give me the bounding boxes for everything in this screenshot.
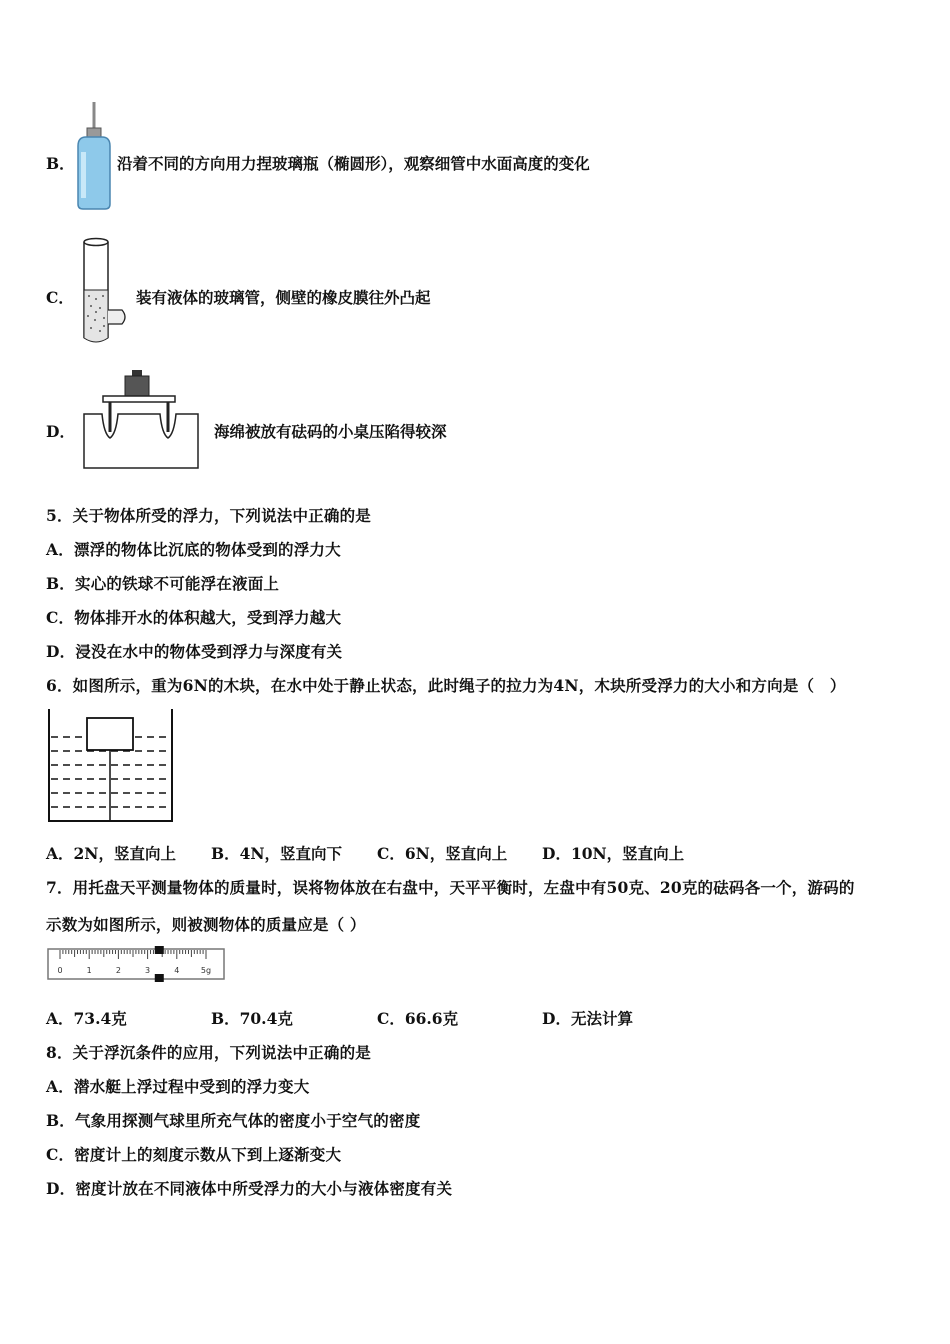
glass-tube-membrane-figure: [74, 236, 134, 348]
q4-option-d-letter: D．: [46, 422, 75, 441]
q8-option-a: A．潜水艇上浮过程中受到的浮力变大: [46, 1077, 310, 1096]
ruler-label: 4: [174, 966, 180, 975]
q6-option-d: D．10N，竖直向上: [542, 844, 685, 863]
ruler-label: 5g: [200, 966, 212, 975]
ruler-label: 3: [145, 966, 151, 975]
ruler-label: 0: [57, 966, 63, 975]
q6-option-b: B．4N，竖直向下: [211, 844, 343, 863]
q5-stem: 5．关于物体所受的浮力，下列说法中正确的是: [46, 506, 371, 525]
q4-option-c-letter: C．: [46, 288, 74, 307]
q5-option-b: B．实心的铁球不可能浮在液面上: [46, 574, 280, 593]
q6-option-a: A．2N，竖直向上: [46, 844, 176, 863]
q7-stem-line1: 7．用托盘天平测量物体的质量时，误将物体放在右盘中，天平平衡时，左盘中有50克、20克的砝码各一个，游码的: [46, 878, 855, 897]
squeeze-bottle-figure: [72, 100, 116, 212]
sponge-table-figure: [82, 368, 204, 472]
q7-option-a: A．73.4克: [46, 1009, 127, 1028]
q4-option-d-text: 海绵被放有砝码的小桌压陷得较深: [214, 422, 447, 441]
q4-option-b-text: 沿着不同的方向用力捏玻璃瓶（椭圆形），观察细管中水面高度的变化: [117, 154, 590, 173]
q7-stem-line2: 示数为如图所示，则被测物体的质量应是（ ）: [46, 915, 366, 934]
q7-option-b: B．70.4克: [211, 1009, 293, 1028]
ruler-label: 1: [86, 966, 92, 975]
q5-option-a: A．漂浮的物体比沉底的物体受到的浮力大: [46, 540, 341, 559]
q8-option-b: B．气象用探测气球里所充气体的密度小于空气的密度: [46, 1111, 421, 1130]
q8-option-c: C．密度计上的刻度示数从下到上逐渐变大: [46, 1145, 342, 1164]
balance-rider-ruler-figure: [46, 943, 228, 985]
q6-stem: 6．如图所示，重为6N的木块，在水中处于静止状态，此时绳子的拉力为4N，木块所受浮力的大小和方向是（ ）: [46, 676, 846, 695]
q8-option-d: D．密度计放在不同液体中所受浮力的大小与液体密度有关: [46, 1179, 453, 1198]
q8-stem: 8．关于浮沉条件的应用，下列说法中正确的是: [46, 1043, 371, 1062]
rider-top-marker: [155, 946, 164, 954]
water-container-block-figure: [46, 707, 176, 825]
q4-option-c-text: 装有液体的玻璃管，侧壁的橡皮膜往外凸起: [136, 288, 431, 307]
q5-option-c: C．物体排开水的体积越大，受到浮力越大: [46, 608, 342, 627]
ruler-label: 2: [115, 966, 121, 975]
q6-option-c: C．6N，竖直向上: [377, 844, 508, 863]
q4-option-b-letter: B．: [46, 154, 75, 173]
q7-option-c: C．66.6克: [377, 1009, 459, 1028]
q5-option-d: D．浸没在水中的物体受到浮力与深度有关: [46, 642, 343, 661]
q7-option-d: D．无法计算: [542, 1009, 633, 1028]
rider-bottom-marker: [155, 974, 164, 982]
